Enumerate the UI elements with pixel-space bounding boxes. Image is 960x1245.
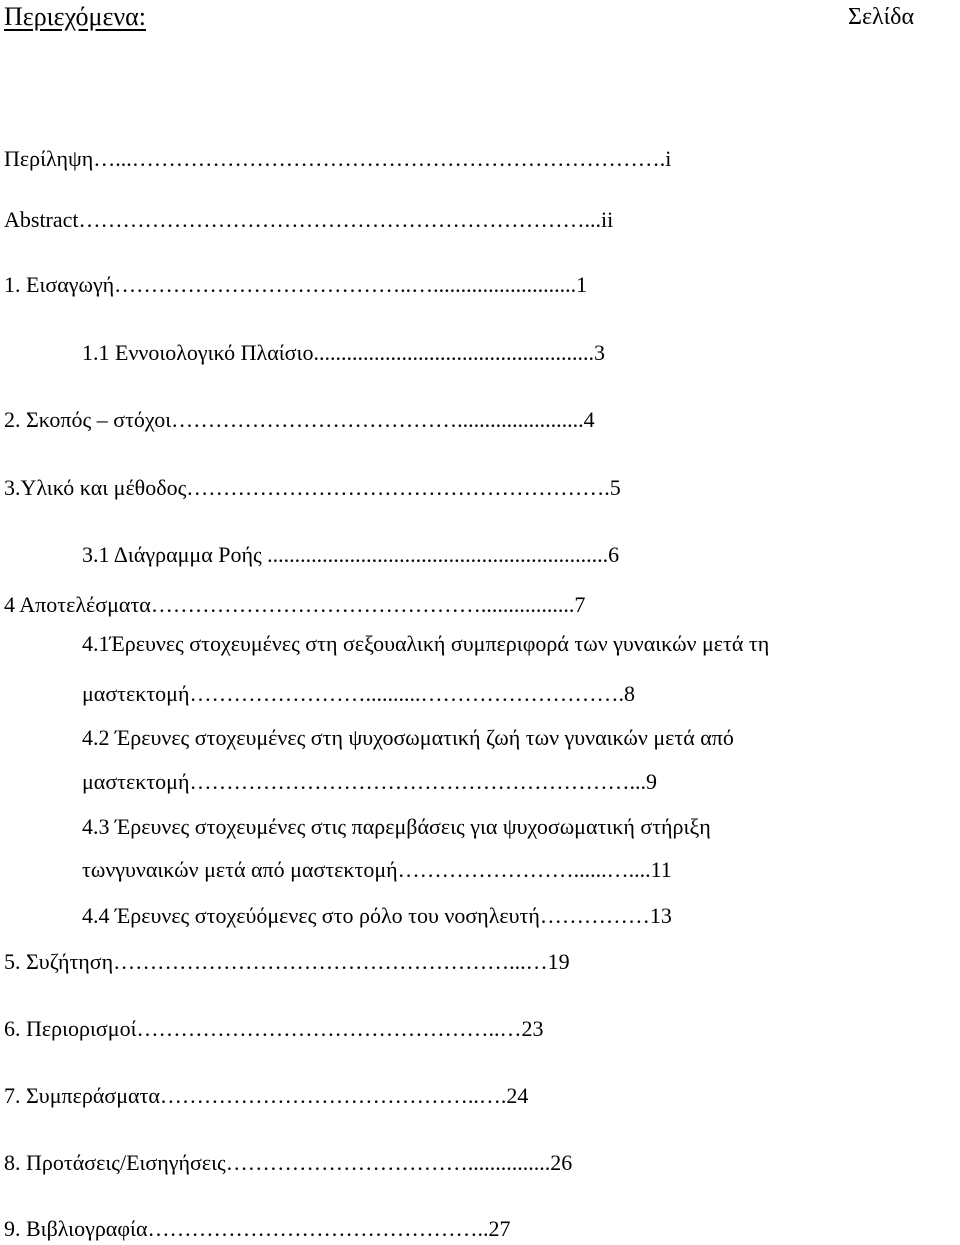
toc-entry: 3.1 Διάγραμμα Ροής ..............................................................6 xyxy=(82,542,620,567)
toc-entry: 4.1Έρευνες στοχευμένες στη σεξουαλική συμπεριφορά των γυναικών μετά τη xyxy=(82,631,770,656)
toc-entry: μαστεκτομή……………………..........……………………….8 xyxy=(82,681,635,706)
toc-entry: 4.2 Έρευνες στοχευμένες στη ψυχοσωματική ζωή των γυναικών μετά από xyxy=(82,725,734,750)
toc-entry: 7. Συμπεράσματα……………………………………..….24 xyxy=(4,1083,529,1108)
toc-entry: 8. Προτάσεις/Εισηγήσεις……………………………...............26 xyxy=(4,1150,573,1175)
toc-entry: 6. Περιορισμοί…………………………………………..…23 xyxy=(4,1016,544,1041)
toc-header-page-label: Σελίδα xyxy=(848,4,915,30)
toc-entry: 9. Βιβλιογραφία………………………………………..27 xyxy=(4,1216,511,1241)
toc-header-title: Περιεχόμενα: xyxy=(4,2,147,31)
toc-entry: 3.Υλικό και μέθοδος………………………………………………….5 xyxy=(4,475,621,500)
toc-entry: 4.3 Έρευνες στοχευμένες στις παρεμβάσεις για ψυχοσωματική στήριξη xyxy=(82,814,711,839)
toc-entry: τωνγυναικών μετά από μαστεκτομή……………………......…....11 xyxy=(82,857,672,882)
toc-entry: 5. Συζήτηση………………………………………………...…19 xyxy=(4,949,570,974)
toc-entry: 2. Σκοπός – στόχοι………………………………….......................4 xyxy=(4,407,595,432)
toc-entry: Περίληψη…...……………………………………………………………….i xyxy=(4,146,672,171)
toc-entry: 1.1 Εννοιολογικό Πλαίσιο...................................................3 xyxy=(82,340,605,365)
toc-entry: 4.4 Έρευνες στοχεύόμενες στο ρόλο του νοσηλευτή……………13 xyxy=(82,903,672,928)
toc-entry: μαστεκτομή……………………………………………………...9 xyxy=(82,769,657,794)
toc-entry: Abstract……………………………………………………………...ii xyxy=(4,207,614,232)
toc-entry: 4 Αποτελέσματα……………………………………….................7 xyxy=(4,592,586,617)
toc-entry: 1. Εισαγωγή…………………………………..…..........................1 xyxy=(4,272,588,297)
